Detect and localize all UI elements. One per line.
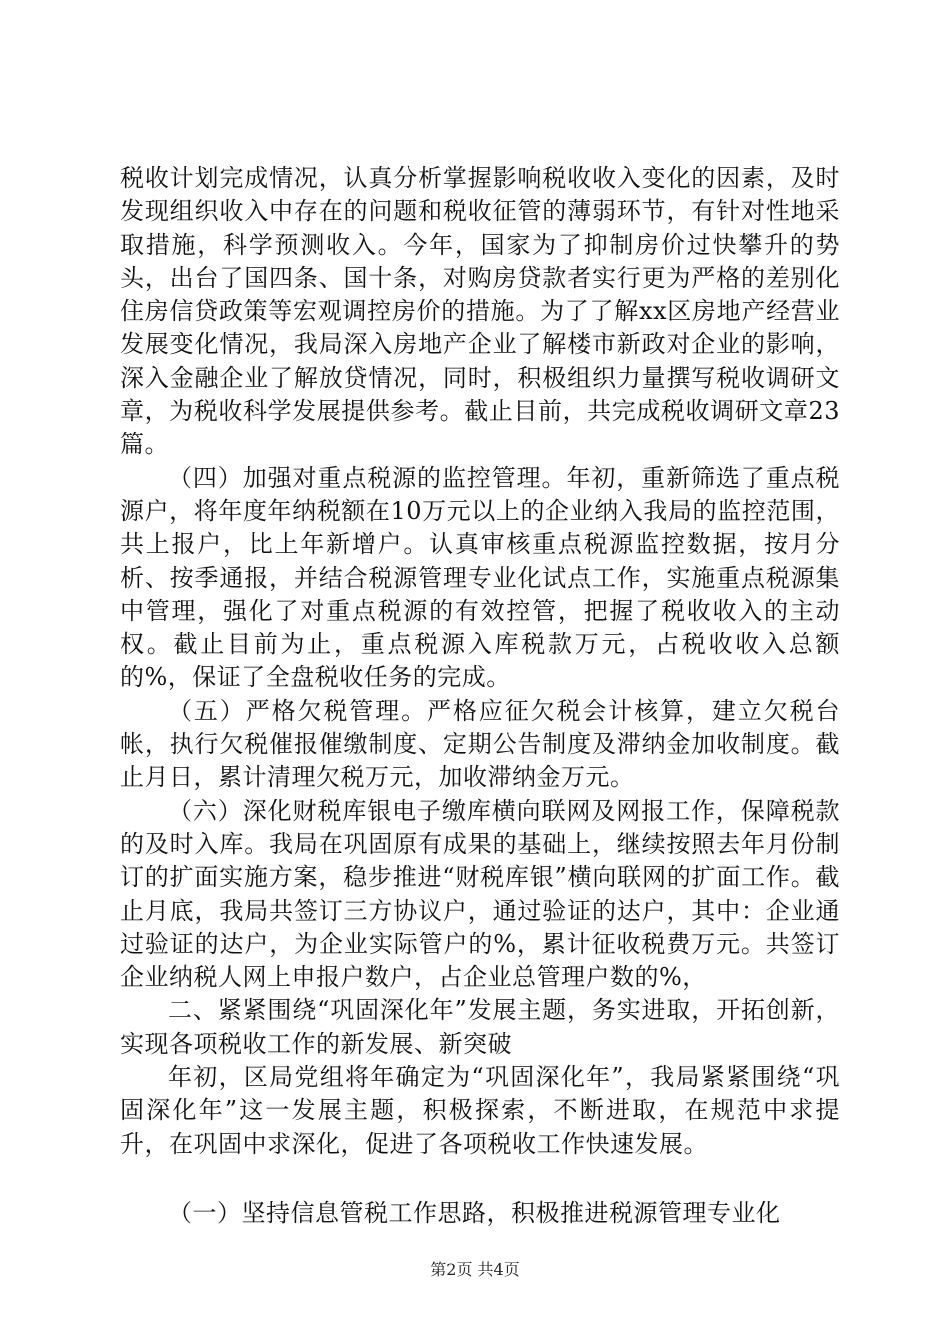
paragraph-key-tax-sources: （四）加强对重点税源的监控管理。年初，重新筛选了重点税源户，将年度年纳税额在10万元以上的企业纳入我局的监控范围，共上报户，比上年新增户。认真审核重点税源监控数据，按月分析、按季通报，并结合税源管理专业化试点工作，实施重点税源集中管理，强化了对重点税源的有效控管，把握了税收收入的主动权。截止目前为止，重点税源入库税款万元，占税收收入总额的%，保证了全盘税收任务的完成。 <box>120 463 840 692</box>
paragraph-consolidation-year: 年初，区局党组将年确定为“巩固深化年”，我局紧紧围绕“巩固深化年”这一发展主题，积极探索，不断进取，在规范中求提升，在巩固中求深化，促进了各项税收工作快速发展。 <box>120 1063 840 1158</box>
paragraph-arrears-management: （五）严格欠税管理。严格应征欠税会计核算，建立欠税台帐，执行欠税催报催缴制度、定期公告制度及滞纳金加收制度。截止月日，累计清理欠税万元，加收滞纳金万元。 <box>120 696 840 792</box>
section-heading-two: 二、紧紧围绕“巩固深化年”发展主题，务实进取，开拓创新，实现各项税收工作的新发展、新突破 <box>120 996 840 1058</box>
document-body <box>120 162 840 1230</box>
paragraph-information-tax: （一）坚持信息管税工作思路，积极推进税源管理专业化 <box>168 1198 781 1227</box>
paragraph-tax-plan-analysis: 税收计划完成情况，认真分析掌握影响税收收入变化的因素，及时发现组织收入中存在的问题和税收征管的薄弱环节，有针对性地采取措施，科学预测收入。今年，国家为了抑制房价过快攀升的势头，出台了国四条、国十条，对购房贷款者实行更为严格的差别化住房信贷政策等宏观调控房价的措施。为了了解xx区房地产经营业发展变化情况，我局深入房地产企业了解楼市新政对企业的影响，深入金融企业了解放贷情况，同时，积极组织力量撰写税收调研文章，为税收科学发展提供参考。截止目前，共完成税收调研文章23篇。 <box>120 164 840 459</box>
page-number-footer: 第2页 共4页 <box>430 1260 520 1279</box>
paragraph-electronic-payment: （六）深化财税库银电子缴库横向联网及网报工作，保障税款的及时入库。我局在巩固原有成果的基础上，继续按照去年月份制订的扩面实施方案，稳步推进“财税库银”横向联网的扩面工作。截止月底，我局共签订三方协议户，通过验证的达户，其中：企业通过验证的达户，为企业实际管户的%，累计征收税费万元。共签订企业纳税人网上申报户数户，占企业总管理户数的%， <box>120 796 840 992</box>
